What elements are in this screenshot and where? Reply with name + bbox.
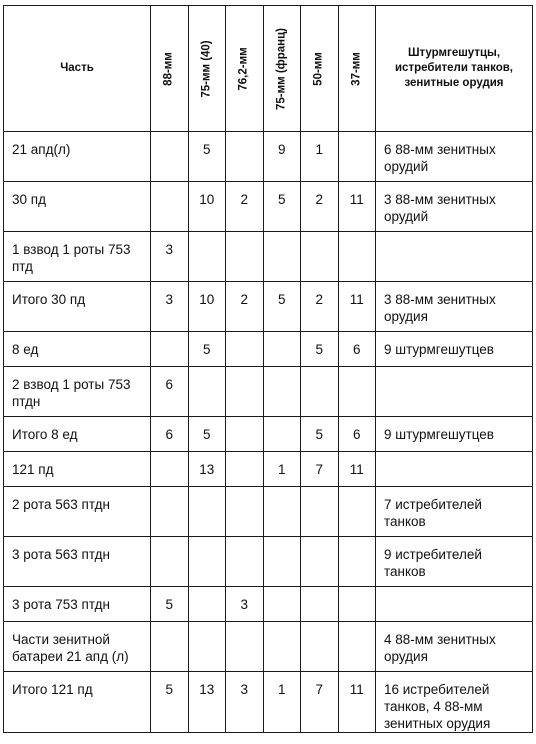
header-37mm	[338, 6, 376, 132]
cell-part: 121 пд	[4, 452, 151, 487]
cell-other: 3 88-мм зенитных орудия	[376, 282, 533, 332]
cell-50mm: 2	[301, 282, 339, 332]
cell-75mm-40: 13	[188, 672, 226, 733]
cell-75mm-french	[263, 622, 301, 672]
cell-other: 6 88-мм зенитных орудий	[376, 132, 533, 182]
cell-50mm: 2	[301, 182, 339, 232]
cell-76-2mm	[226, 622, 264, 672]
cell-75mm-40	[188, 487, 226, 537]
cell-other: 7 истребителей танков	[376, 487, 533, 537]
cell-50mm	[301, 232, 339, 282]
cell-76-2mm	[226, 417, 264, 452]
cell-75mm-french	[263, 537, 301, 587]
cell-88mm	[151, 132, 189, 182]
cell-75mm-40	[188, 367, 226, 417]
cell-part: 30 пд	[4, 182, 151, 232]
cell-part: 2 рота 563 птдн	[4, 487, 151, 537]
cell-75mm-french	[263, 587, 301, 622]
cell-part: 2 взвод 1 роты 753 птдн	[4, 367, 151, 417]
cell-88mm: 5	[151, 672, 189, 733]
table-row	[4, 417, 533, 452]
cell-75mm-french	[263, 232, 301, 282]
header-76-2mm-label: 76,2-мм	[237, 46, 250, 91]
cell-37mm	[338, 622, 376, 672]
cell-75mm-40: 5	[188, 417, 226, 452]
cell-88mm: 5	[151, 587, 189, 622]
cell-other: 9 штурмгешутцев	[376, 417, 533, 452]
cell-76-2mm	[226, 232, 264, 282]
cell-88mm	[151, 332, 189, 367]
cell-75mm-40	[188, 587, 226, 622]
header-75mm-40	[188, 6, 226, 132]
cell-76-2mm	[226, 132, 264, 182]
cell-37mm	[338, 587, 376, 622]
header-75mm-french	[263, 6, 301, 132]
cell-part: 3 рота 563 птдн	[4, 537, 151, 587]
header-75mm-40-label: 75-мм (40)	[200, 39, 213, 98]
cell-37mm: 6	[338, 417, 376, 452]
cell-75mm-french	[263, 367, 301, 417]
cell-76-2mm	[226, 487, 264, 537]
table-body	[4, 132, 533, 733]
cell-88mm	[151, 182, 189, 232]
header-75mm-french-label: 75-мм (франц)	[275, 27, 288, 110]
header-other: Штурмгешутцы, истребители танков, зенитные орудия	[376, 6, 533, 132]
cell-part: 8 ед	[4, 332, 151, 367]
cell-76-2mm	[226, 332, 264, 367]
table-row	[4, 282, 533, 332]
cell-50mm: 7	[301, 672, 339, 733]
table-row	[4, 537, 533, 587]
cell-76-2mm: 2	[226, 182, 264, 232]
cell-part: Итого 121 пд	[4, 672, 151, 733]
cell-37mm	[338, 132, 376, 182]
cell-75mm-french: 9	[263, 132, 301, 182]
table-row	[4, 367, 533, 417]
cell-50mm: 5	[301, 332, 339, 367]
header-76-2mm	[226, 6, 264, 132]
cell-88mm	[151, 537, 189, 587]
cell-76-2mm	[226, 367, 264, 417]
cell-75mm-french	[263, 417, 301, 452]
cell-part: 21 апд(л)	[4, 132, 151, 182]
table-row	[4, 232, 533, 282]
cell-76-2mm: 2	[226, 282, 264, 332]
cell-other	[376, 232, 533, 282]
cell-50mm	[301, 487, 339, 537]
header-50mm-label: 50-мм	[312, 51, 325, 86]
cell-37mm	[338, 232, 376, 282]
table-row	[4, 182, 533, 232]
table-row	[4, 332, 533, 367]
cell-88mm: 3	[151, 232, 189, 282]
cell-other	[376, 587, 533, 622]
header-part: Часть	[4, 6, 151, 132]
cell-75mm-40	[188, 537, 226, 587]
artillery-table	[3, 5, 533, 733]
cell-50mm	[301, 622, 339, 672]
cell-other: 4 88-мм зенитных орудия	[376, 622, 533, 672]
cell-88mm	[151, 487, 189, 537]
cell-76-2mm: 3	[226, 672, 264, 733]
table-row	[4, 672, 533, 733]
cell-part: Итого 30 пд	[4, 282, 151, 332]
table-row	[4, 132, 533, 182]
cell-part: Части зенитной батареи 21 апд (л)	[4, 622, 151, 672]
cell-76-2mm: 3	[226, 587, 264, 622]
cell-part: Итого 8 ед	[4, 417, 151, 452]
cell-75mm-40: 10	[188, 182, 226, 232]
cell-75mm-french: 5	[263, 282, 301, 332]
cell-75mm-40	[188, 622, 226, 672]
cell-other	[376, 367, 533, 417]
cell-75mm-40: 10	[188, 282, 226, 332]
cell-other: 9 штурмгешутцев	[376, 332, 533, 367]
cell-75mm-40: 13	[188, 452, 226, 487]
cell-37mm: 11	[338, 182, 376, 232]
cell-88mm: 3	[151, 282, 189, 332]
cell-other: 9 истребителей танков	[376, 537, 533, 587]
cell-37mm: 11	[338, 282, 376, 332]
table-row	[4, 452, 533, 487]
cell-75mm-french: 5	[263, 182, 301, 232]
cell-88mm: 6	[151, 367, 189, 417]
cell-75mm-french: 1	[263, 672, 301, 733]
cell-75mm-french	[263, 332, 301, 367]
table-row	[4, 587, 533, 622]
cell-76-2mm	[226, 537, 264, 587]
cell-88mm	[151, 622, 189, 672]
cell-75mm-40: 5	[188, 332, 226, 367]
cell-75mm-40: 5	[188, 132, 226, 182]
cell-50mm: 7	[301, 452, 339, 487]
header-88mm	[151, 6, 189, 132]
cell-37mm: 6	[338, 332, 376, 367]
cell-37mm: 11	[338, 452, 376, 487]
cell-37mm	[338, 367, 376, 417]
cell-88mm: 6	[151, 417, 189, 452]
cell-37mm	[338, 537, 376, 587]
cell-part: 3 рота 753 птдн	[4, 587, 151, 622]
cell-other: 16 истребителей танков, 4 88-мм зенитных орудия	[376, 672, 533, 733]
header-37mm-label: 37-мм	[350, 51, 363, 86]
cell-50mm	[301, 587, 339, 622]
table-row	[4, 622, 533, 672]
header-50mm	[301, 6, 339, 132]
cell-88mm	[151, 452, 189, 487]
table-row	[4, 487, 533, 537]
cell-75mm-french: 1	[263, 452, 301, 487]
cell-part: 1 взвод 1 роты 753 птд	[4, 232, 151, 282]
cell-50mm: 5	[301, 417, 339, 452]
cell-50mm: 1	[301, 132, 339, 182]
cell-other: 3 88-мм зенитных орудий	[376, 182, 533, 232]
cell-50mm	[301, 537, 339, 587]
cell-50mm	[301, 367, 339, 417]
cell-other	[376, 452, 533, 487]
cell-37mm	[338, 487, 376, 537]
cell-37mm: 11	[338, 672, 376, 733]
header-88mm-label: 88-мм	[162, 51, 175, 86]
header-row	[4, 6, 533, 132]
cell-75mm-french	[263, 487, 301, 537]
cell-75mm-40	[188, 232, 226, 282]
cell-76-2mm	[226, 452, 264, 487]
